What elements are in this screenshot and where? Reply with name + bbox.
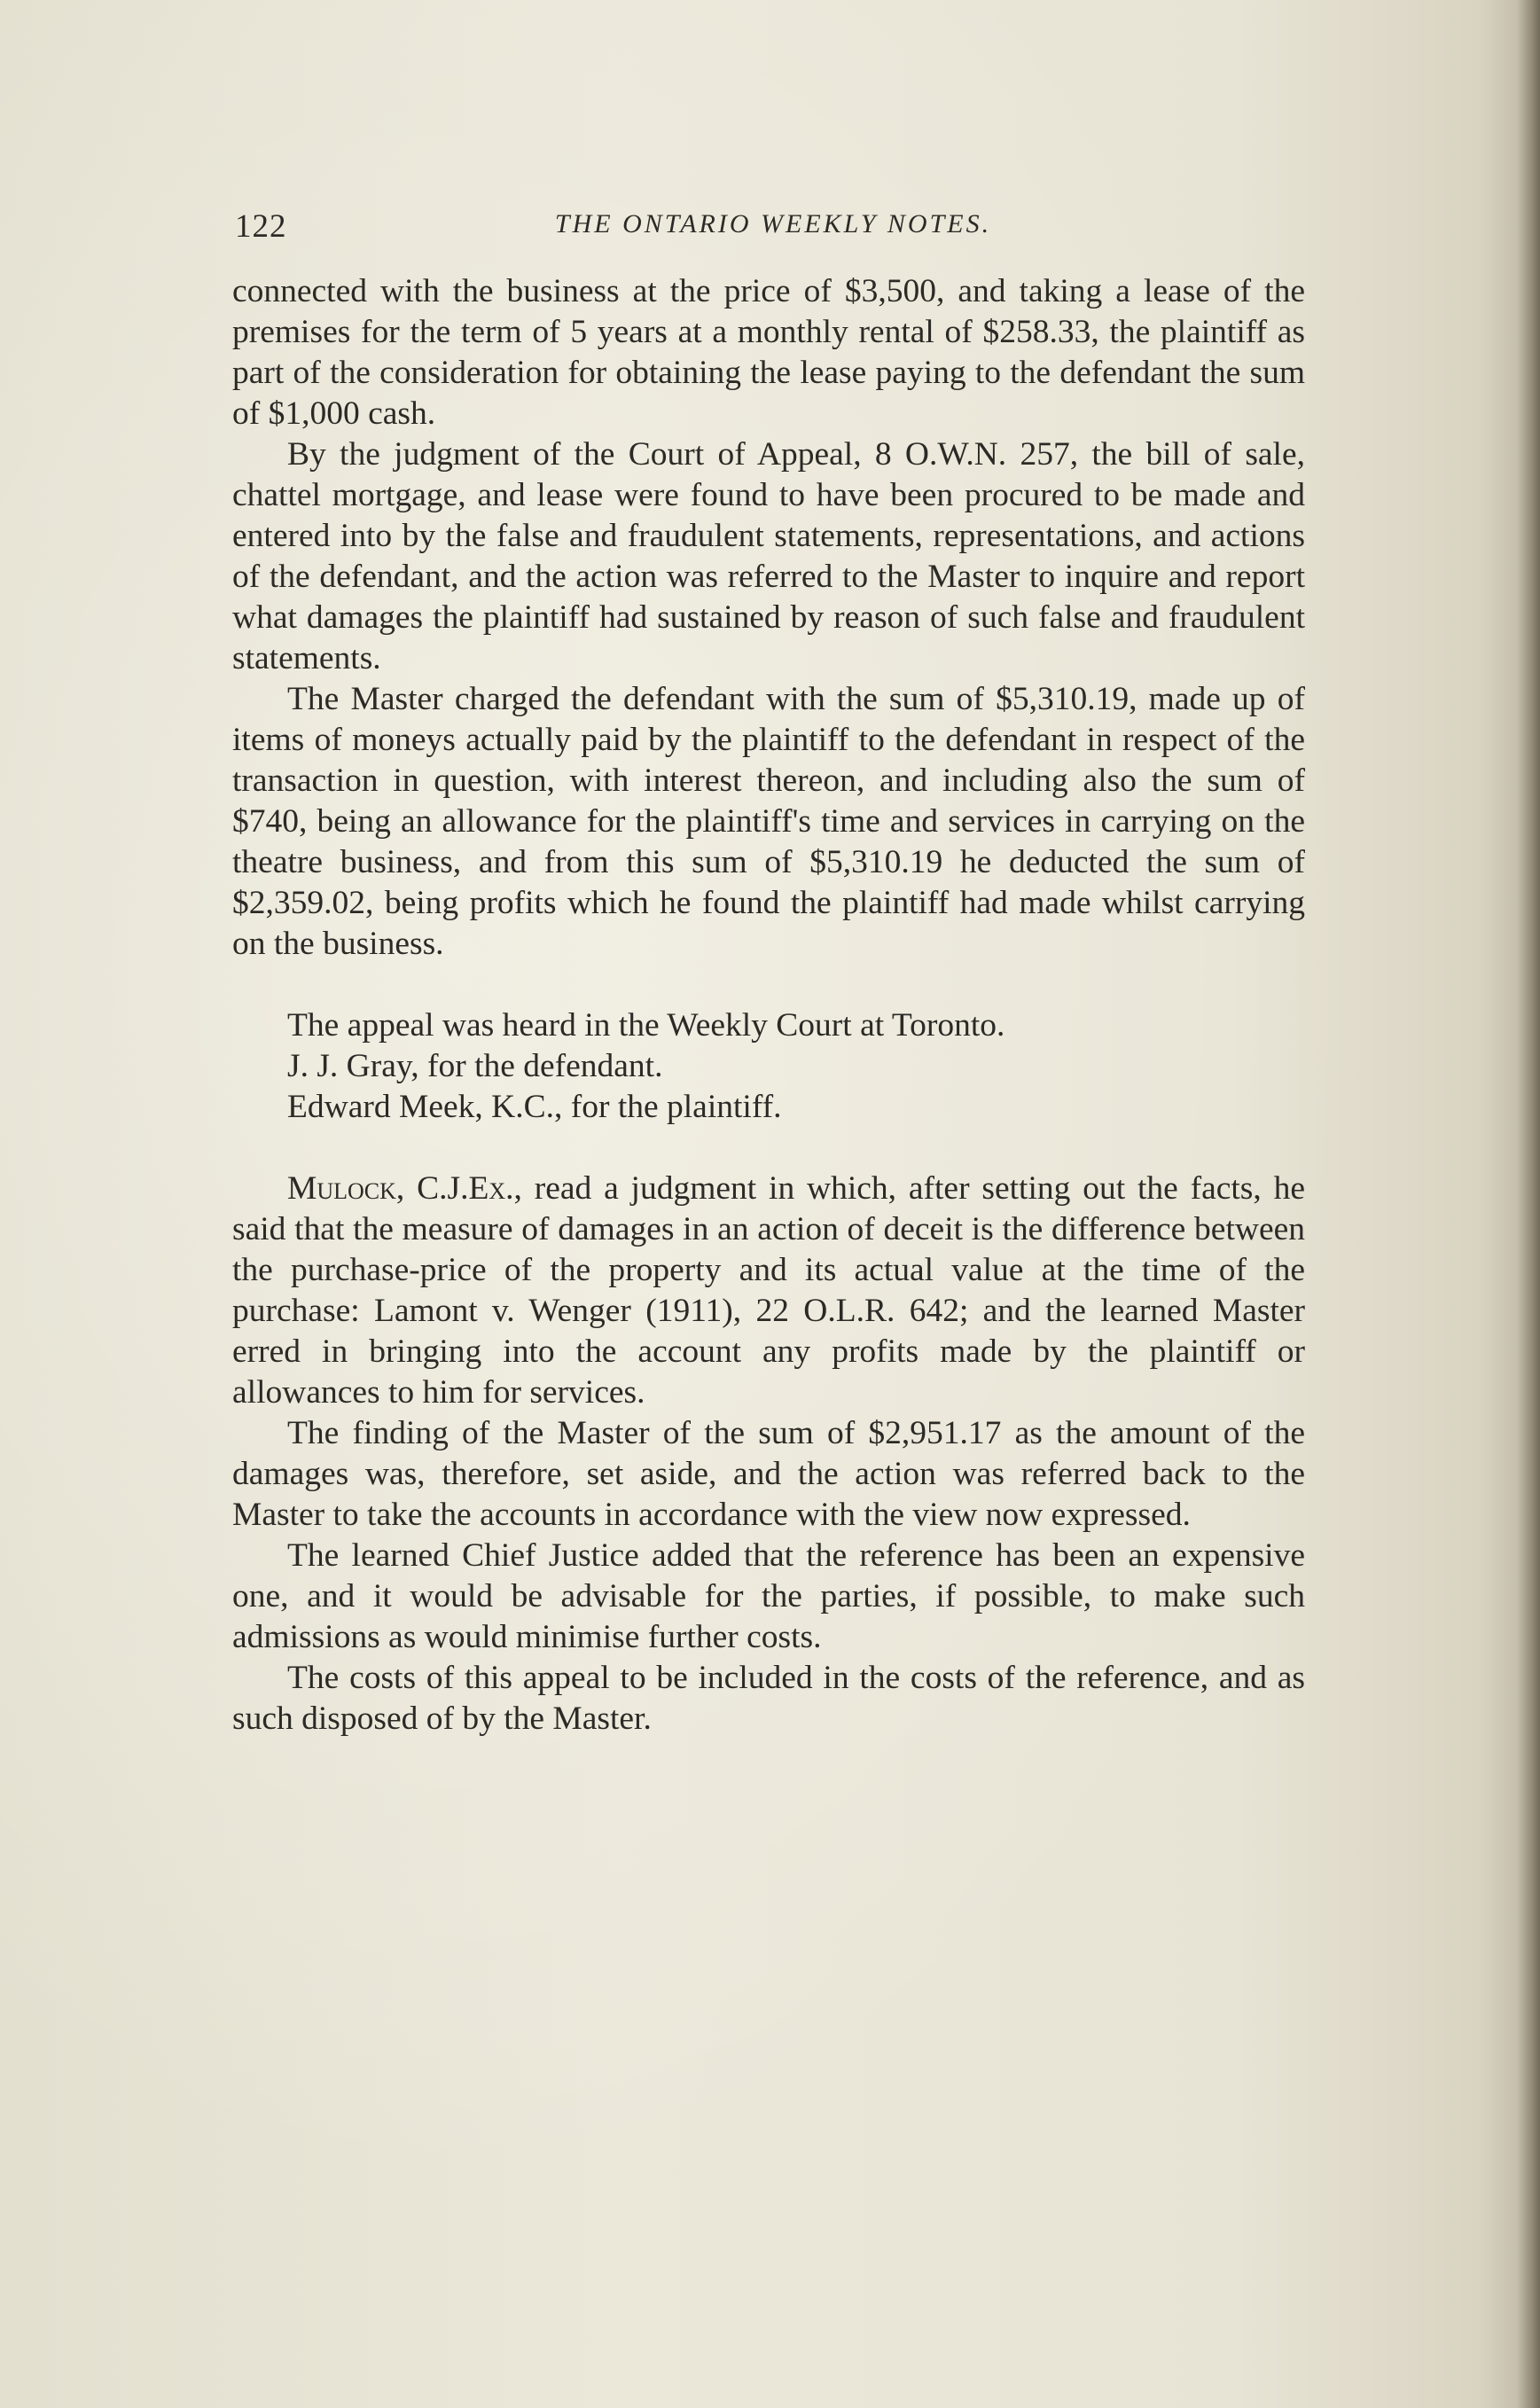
body-text (232, 271, 1305, 1740)
book-spine-shadow (1517, 0, 1540, 2408)
counsel-plaintiff: Edward Meek, K.C., for the plaintiff. (287, 1089, 782, 1125)
section-gap (232, 1128, 1305, 1169)
judgment-paragraph-admissions: The learned Chief Justice added that the reference has been an expensive one, and it would be advisable for the parties, if possible, to make such admissions as would minimise further costs. (232, 1537, 1305, 1655)
page-number: 122 (235, 208, 287, 245)
hearing-venue: The appeal was heard in the Weekly Court at Toronto. (287, 1007, 1005, 1044)
paragraph-continuation: connected with the business at the price of $3,500, and taking a lease of the premises for the term of 5 years at a monthly rental of $258.33, the plaintiff as part of the consideration for obtaining the lease paying to the defendant the sum of $1,000 cash. (232, 273, 1305, 432)
judgment-paragraph-measure-of-damages (232, 1169, 1305, 1413)
judgment-text: read a judgment in which, after setting out the facts, he said that the measure of damages in an action of deceit is the difference between the purchase-price of the property and its actual value at the time of the purchase: Lamont v. Wenger (1911), 22 O.L.R. 642; and the learned Master erred in bringing into the account any profits made by the plaintiff or allowances to him for services. (232, 1170, 1305, 1411)
counsel-defendant: J. J. Gray, for the defendant. (287, 1048, 663, 1084)
section-gap (232, 965, 1305, 1005)
hearing-details (232, 1005, 1305, 1128)
judgment-paragraph-costs: The costs of this appeal to be included in the costs of the reference, and as such disposed of by the Master. (232, 1660, 1305, 1737)
judge-name: Mulock, C.J.Ex., (287, 1170, 522, 1207)
paragraph-master-charge: The Master charged the defendant with the sum of $5,310.19, made up of items of moneys actually paid by the plaintiff to the defendant in respect of the transaction in question, with interest thereon, and including also the sum of $740, being an allowance for the plaintiff's time and services in carrying on the theatre business, and from this sum of $5,310.19 he deducted the sum of $2,359.02, being profits which he found the plaintiff had made whilst carrying on the business. (232, 681, 1305, 962)
page (232, 202, 1305, 1740)
paragraph-court-of-appeal: By the judgment of the Court of Appeal, 8 O.W.N. 257, the bill of sale, chattel mortgage, and lease were found to have been procured to be made and entered into by the false and fraudulent statements, representations, and actions of the defendant, and the action was referred to the Master to inquire and report what damages the plaintiff had sustained by reason of such false and fraudulent statements. (232, 436, 1305, 676)
running-head (232, 202, 1305, 255)
judgment-paragraph-finding: The finding of the Master of the sum of $2,951.17 as the amount of the damages was, therefore, set aside, and the action was referred back to the Master to take the accounts in accordance with the view now expressed. (232, 1415, 1305, 1533)
journal-title: THE ONTARIO WEEKLY NOTES. (554, 209, 992, 238)
